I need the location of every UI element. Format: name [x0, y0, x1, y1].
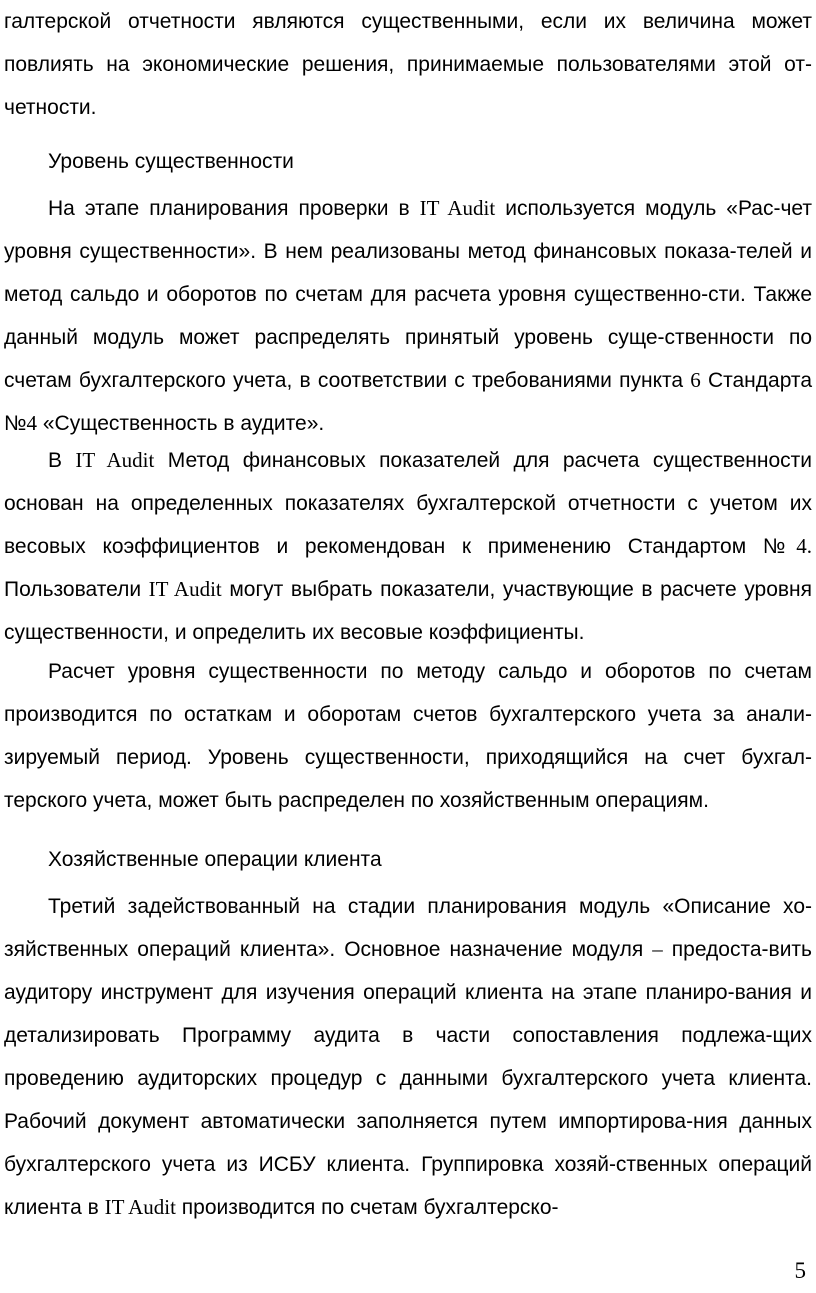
paragraph-operations-module [4, 885, 812, 1229]
text-run: В [48, 449, 76, 472]
text-run: «Существенность в аудите». [37, 412, 325, 435]
paragraph-text: Расчет уровня существенности по методу сальдо и оборотов по счетам производится по остаткам и оборотам счетов бухгалтерского учета за анали-зируемый период. Уровень существенности, приходящийся на счет бухгал-терского учета, может быть распределен по хозяйственным операциям. [4, 660, 812, 812]
text-run: производится по счетам бухгалтерско- [175, 1196, 559, 1219]
heading-text: Хозяйственные операции клиента [48, 848, 382, 871]
paragraph-financial-indicators [4, 439, 812, 654]
paragraph-materiality-module [4, 187, 812, 445]
text-run: Третий задействованный на стадии планирования модуль «Описание хо-зяйственных операций клиента». Основное назначение модуля [4, 895, 812, 961]
paragraph-intro [4, 0, 812, 129]
paragraph-text: галтерской отчетности являются существенными, если их величина может повлиять на экономические решения, принимаемые пользователями этой от-четности. [4, 10, 812, 119]
paragraph-text [4, 885, 812, 1229]
heading-text: Уровень существенности [48, 150, 294, 173]
text-run: На этапе планирования проверки в [48, 197, 420, 220]
number-run: 4. [796, 534, 812, 558]
section-heading-materiality [4, 140, 812, 183]
text-run: могут выбрать показатели, участвующие в расчете уровня существенности, и определить их весовые коэффициенты. [4, 578, 813, 644]
text-run: предоста-вить аудитору инструмент для изучения операций клиента на этапе планиро-вания и детализировать Программу аудита в части сопоставления подлежа-щих проведению аудиторских процедур с данными бухгалтерского учета клиента. Рабочий документ автоматически заполняется путем импортирова-ния данных бухгалтерского учета из ИСБУ клиента. Группировка хозяй-ственных операций клиента в [4, 938, 812, 1219]
text-run: Метод финансовых показателей для расчета существенности основан на определенных показателях бухгалтерской отчетности с учетом их весовых коэффициентов и рекомендован к применению Стандартом № [4, 449, 812, 558]
product-name: IT Audit [419, 196, 496, 220]
dash-run: – [652, 937, 663, 961]
text-run: используется модуль «Рас-чет уровня существенности». В нем реализованы метод финансовых показа-телей и метод сальдо и оборотов по счетам для расчета уровня существенно-сти. Также данный модуль может распределять принятый уровень суще-ственности по счетам бухгалтерского учета, в соответствии с требованиями пункта [4, 197, 812, 392]
paragraph-text [4, 439, 812, 654]
section-heading-client-operations [4, 838, 812, 881]
number-run: 6 [690, 368, 701, 392]
paragraph-text [4, 187, 812, 445]
text-run: Стандарта № [4, 369, 812, 435]
number-run: 4 [26, 411, 38, 435]
page-number: 5 [794, 1258, 806, 1283]
paragraph-balances-method [4, 650, 812, 822]
product-name: IT Audit [148, 577, 222, 601]
product-name: IT Audit [75, 448, 155, 472]
product-name: IT Audit [104, 1195, 176, 1219]
text-run: Пользователи [4, 578, 149, 601]
